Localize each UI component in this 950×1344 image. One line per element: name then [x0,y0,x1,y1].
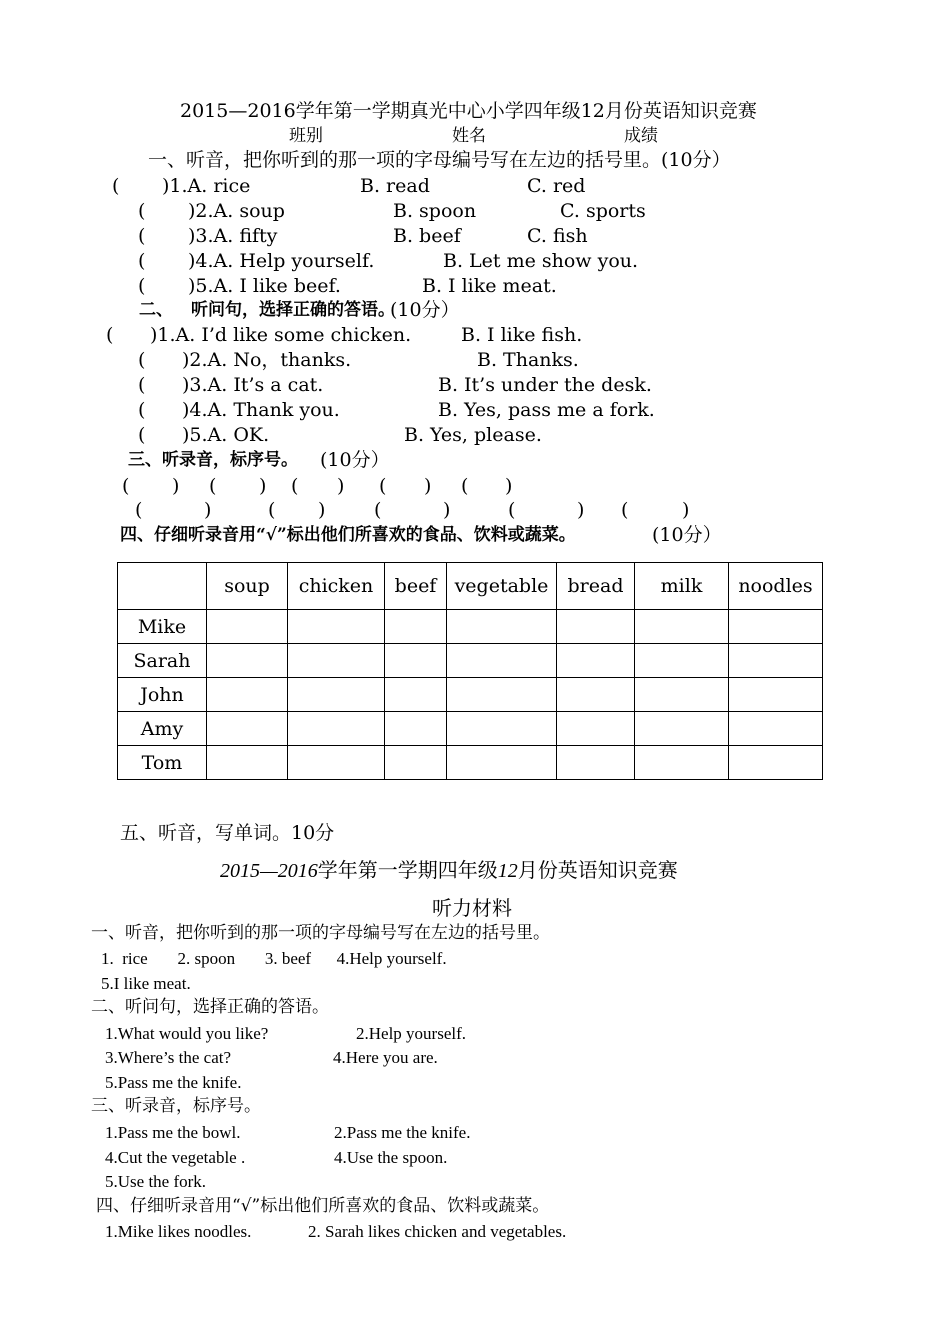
column-header: bread [557,563,635,610]
tick-cell[interactable] [729,746,823,780]
part1-item3-b: B. beef [393,225,461,247]
tick-cell[interactable] [385,746,447,780]
part1-item2-b: B. spoon [393,200,477,222]
tick-cell[interactable] [207,746,288,780]
part1-item2-open: ( [138,200,146,222]
page-title: 2015—2016学年第一学期真光中心小学四年级12月份英语知识竞赛 [180,100,757,122]
part2-heading-text: 听问句，选择正确的答语。 [191,300,395,320]
column-header: beef [385,563,447,610]
part2-item3-b: B. It’s under the desk. [438,374,652,396]
tick-cell[interactable] [288,610,385,644]
answer-bracket-close: ) [337,475,345,497]
table-row [118,712,823,746]
part3-heading-text: 三、听录音，标序号。 [128,450,298,470]
tick-cell[interactable] [207,712,288,746]
part1-heading: 一、听音，把你听到的那一项的字母编号写在左边的括号里。(10分） [148,149,731,171]
material-s2-line2b: 4.Here you are. [333,1048,438,1067]
row-name: Tom [118,746,207,780]
part3-heading-score: (10分） [320,449,390,471]
part2-item4-open: ( [138,399,146,421]
material-s2-line1b: 2.Help yourself. [356,1024,467,1043]
tick-cell[interactable] [288,712,385,746]
score-label: 成绩 [624,126,658,146]
column-header: soup [207,563,288,610]
part1-item3-open: ( [138,225,146,247]
table-row [118,746,823,780]
part1-item1-b: B. read [360,175,430,197]
material-s3-heading: 三、听录音，标序号。 [91,1096,261,1116]
tick-cell[interactable] [635,610,729,644]
table-header-row [118,563,823,610]
part1-item3-a: )3.A. fifty [188,225,278,247]
material-s1-line2: 5.I like meat. [101,974,191,993]
material-title-part1: 学年第一学期四年级 [317,858,498,882]
part1-item5-open: ( [138,275,146,297]
material-s4-heading: 四、仔细听录音用“√”标出他们所喜欢的食品、饮料或蔬菜。 [96,1196,550,1216]
answer-bracket-close: ) [172,475,180,497]
part2-item5-a: )5.A. OK. [182,424,270,446]
answer-bracket-close: ) [204,499,212,521]
tick-cell[interactable] [729,678,823,712]
answer-bracket-open: ( [379,475,387,497]
part5-heading: 五、听音，写单词。10分 [120,822,335,844]
answer-bracket-close: ) [424,475,432,497]
part2-heading-score: (10分） [390,299,460,321]
material-s4-line1b: 2. Sarah likes chicken and vegetables. [308,1222,567,1241]
column-header: noodles [729,563,823,610]
tick-cell[interactable] [635,644,729,678]
tick-cell[interactable] [557,678,635,712]
name-label: 姓名 [452,126,486,146]
part4-heading-score: (10分） [652,524,722,546]
part1-item2-a: )2.A. soup [188,200,285,222]
tick-cell[interactable] [729,644,823,678]
tick-cell[interactable] [207,610,288,644]
material-s3-line2b: 4.Use the spoon. [334,1148,448,1167]
material-s2-line1a: 1.What would you like? [105,1024,269,1043]
answer-bracket-close: ) [505,475,513,497]
tick-cell[interactable] [288,746,385,780]
answer-bracket-open: ( [508,499,516,521]
table-row [118,644,823,678]
material-s3-line1a: 1.Pass me the bowl. [105,1123,241,1142]
part1-item1-c: C. red [527,175,586,197]
answer-bracket-open: ( [291,475,299,497]
answer-bracket-open: ( [461,475,469,497]
answer-bracket-close: ) [682,499,690,521]
column-header-cell [447,563,557,610]
answer-bracket-open: ( [374,499,382,521]
tick-cell[interactable] [385,678,447,712]
material-title-part2: 月份英语知识竞赛 [517,858,678,882]
tick-cell[interactable] [729,712,823,746]
tick-cell[interactable] [635,746,729,780]
part1-item1-open: ( [112,175,120,197]
material-s3-line3: 5.Use the fork. [105,1172,207,1191]
answer-bracket-open: ( [122,475,130,497]
tick-cell[interactable] [557,610,635,644]
part4-heading-text: 四、仔细听录音用“√”标出他们所喜欢的食品、饮料或蔬菜。 [120,525,576,545]
tick-cell[interactable] [729,610,823,644]
part2-heading-num: 二、 [139,300,173,320]
tick-cell[interactable] [447,746,557,780]
tick-cell[interactable] [447,644,557,678]
part2-item1-b: B. I like fish. [461,324,583,346]
part2-item5-b: B. Yes, please. [404,424,542,446]
material-title-years: 2015—2016 [220,860,318,882]
answer-bracket-open: ( [209,475,217,497]
table-corner-cell [118,563,207,610]
class-label: 班别 [289,126,323,146]
material-title [220,860,678,881]
tick-cell[interactable] [557,644,635,678]
row-name: Mike [118,610,207,644]
tick-cell[interactable] [447,678,557,712]
part1-item4-b: B. Let me show you. [443,250,639,272]
table-row [118,678,823,712]
material-title-month: 12 [497,860,518,882]
row-name: Sarah [118,644,207,678]
answer-bracket-open: ( [621,499,629,521]
food-preference-table [117,562,823,780]
answer-bracket-open: ( [268,499,276,521]
part2-item2-open: ( [138,349,146,371]
part2-item1-a: )1.A. I’d like some chicken. [150,324,412,346]
tick-cell[interactable] [635,712,729,746]
answer-bracket-close: ) [577,499,585,521]
material-s4-line1a: 1.Mike likes noodles. [105,1222,252,1241]
tick-cell[interactable] [207,678,288,712]
part2-item2-b: B. Thanks. [477,349,579,371]
answer-bracket-close: ) [318,499,326,521]
tick-cell[interactable] [447,712,557,746]
material-s2-line2a: 3.Where’s the cat? [105,1048,232,1067]
tick-cell[interactable] [385,610,447,644]
material-s2-heading: 二、听问句，选择正确的答语。 [91,997,329,1017]
row-name: Amy [118,712,207,746]
row-name: John [118,678,207,712]
part2-item4-a: )4.A. Thank you. [182,399,340,421]
tick-cell[interactable] [447,610,557,644]
part1-item3-c: C. fish [527,225,588,247]
answer-bracket-close: ) [259,475,267,497]
table-row [118,610,823,644]
tick-cell[interactable] [557,746,635,780]
part1-item4-open: ( [138,250,146,272]
part2-item2-a: )2.A. No，thanks. [182,349,352,371]
tick-cell[interactable] [288,678,385,712]
material-subtitle: 听力材料 [432,896,512,920]
part1-item5-a: )5.A. I like beef. [188,275,341,297]
column-header: chicken [288,563,385,610]
column-header: milk [635,563,729,610]
part1-item4-a: )4.A. Help yourself. [188,250,375,272]
part2-item3-open: ( [138,374,146,396]
material-s3-line1b: 2.Pass me the knife. [334,1123,471,1142]
part1-item5-b: B. I like meat. [422,275,557,297]
material-s3-line2a: 4.Cut the vegetable . [105,1148,246,1167]
tick-cell[interactable] [557,712,635,746]
tick-cell[interactable] [385,712,447,746]
part2-item5-open: ( [138,424,146,446]
material-s2-line3: 5.Pass me the knife. [105,1073,242,1092]
part2-item4-b: B. Yes, pass me a fork. [438,399,655,421]
column-header: vegetable [454,575,549,597]
part1-item1-a: )1.A. rice [162,175,251,197]
part1-item2-c: C. sports [560,200,646,222]
material-s1-line1: 1. rice 2. spoon 3. beef 4.Help yourself. [101,949,447,968]
part2-item1-open: ( [106,324,114,346]
answer-bracket-close: ) [443,499,451,521]
tick-cell[interactable] [207,644,288,678]
tick-cell[interactable] [635,678,729,712]
material-s1-heading: 一、听音，把你听到的那一项的字母编号写在左边的括号里。 [91,923,550,943]
part2-item3-a: )3.A. It’s a cat. [182,374,324,396]
tick-cell[interactable] [385,644,447,678]
answer-bracket-open: ( [135,499,143,521]
tick-cell[interactable] [288,644,385,678]
